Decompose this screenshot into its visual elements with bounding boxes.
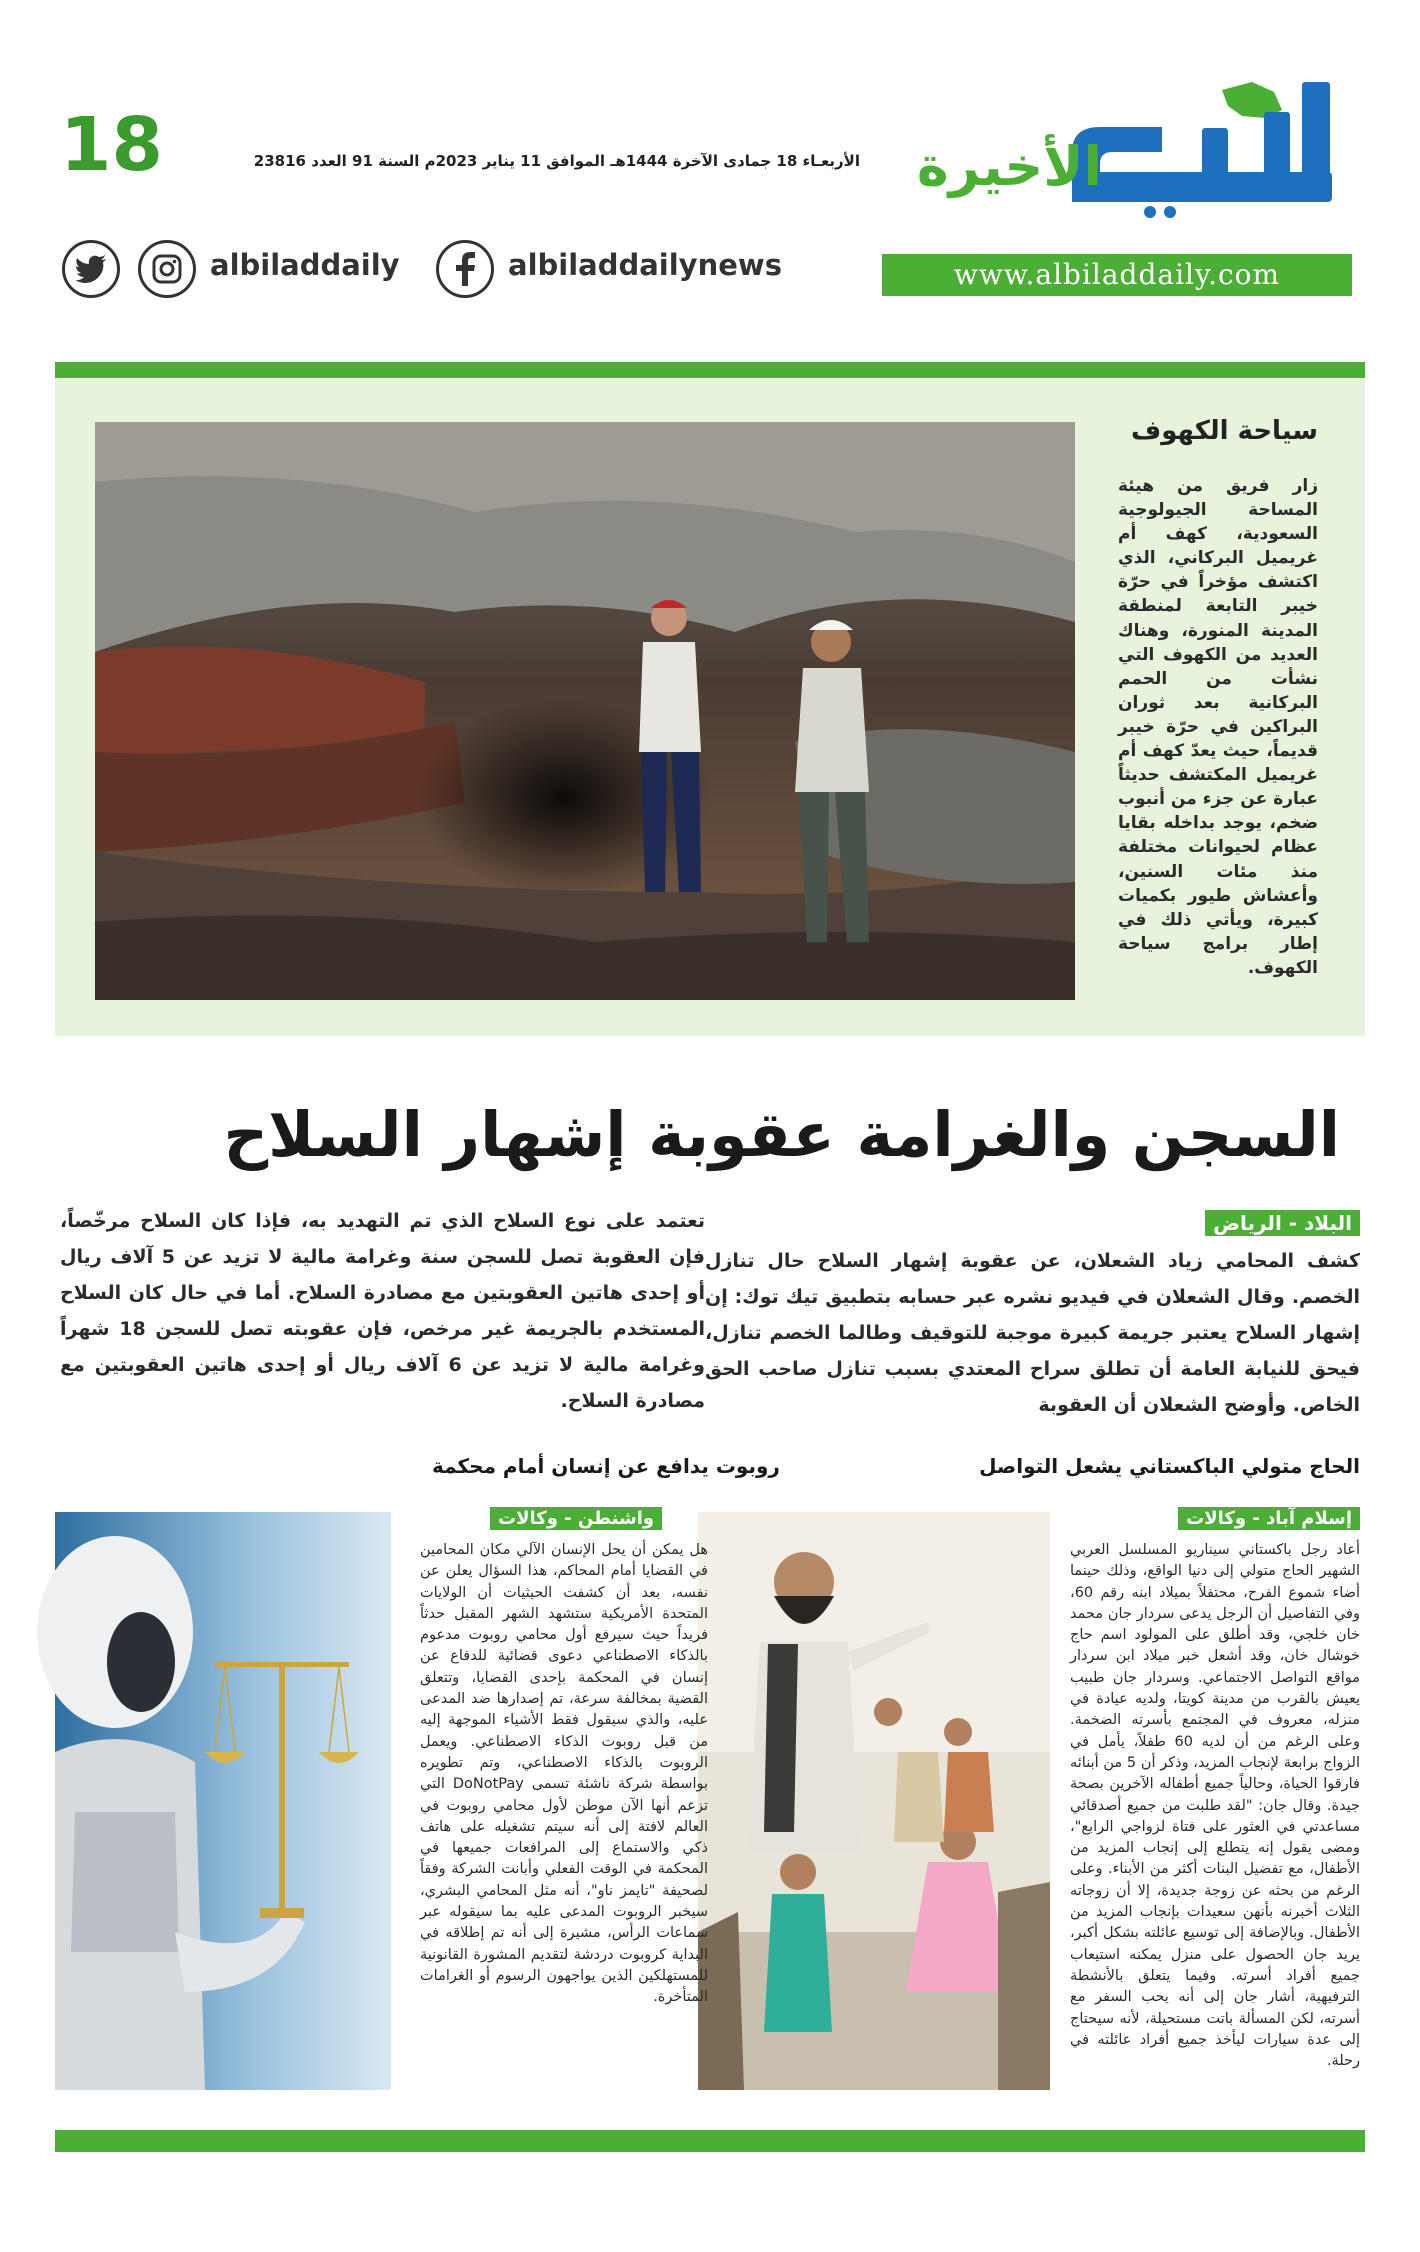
robot-lawyer-photo [55,1512,391,2090]
hajj-story-body: أعاد رجل باكستاني سيناريو المسلسل العربي الشهير الحاج متولي إلى دنيا الواقع، وذلك حينما أضاء شموع الفرح، محتفلاً بميلاد ابنه رقم 60، وفي التفاصيل أن الرجل يدعى سردار جان محمد خان خلجي، وقد أطلق على المولود اسم حاج خوشال خان، وقد أشعل خبر ميلاد ابن سردار مواقع التواصل الاجتماعي. وسردار جان طبيب يعيش بالقرب من مدينة كويتا، ولديه عيادة في منزله، معروف في المجتمع بأسرته الضخمة. وعلى الرغم من أن لديه 60 طفلاً، يأمل في الزواج برابعة لإنجاب المزيد، وذكر أن 5 من أبنائه فارقوا الحياة، وحالياً جميع أطفاله الآخرين بصحة جيدة. وقال جان: "لقد طلبت من جميع أصدقائي مساعدتي في العثور على فتاة لزواجي الرابع"، ومضى يقول إنه يتطلع إلى إنجاب المزيد من الأطفال، مع تفضيل البنات أكثر من الأبناء. وعلى الرغم من بحثه عن زوجة جديدة، إلا أن زوجاته الثلاث أخبرنه بأنهن سعيدات بإنجاب المزيد من الأطفال. وبالإضافة إلى توسيع عائلته بشكل أكبر، يريد جان الحصول على منزل يمكنه استيعاب جميع أفراد أسرته. وفيما يتعلق بالأنشطة الترفيهية، أشار جان إلى أنه يحب السفر مع أسرته، لكن المسألة باتت مستحيلة، لأنه سيحتاج إلى عدة سيارات ليأخذ جميع أفراد عائلته في رحلة. [1070,1542,1360,2070]
facebook-icon[interactable] [436,240,494,298]
instagram-handle[interactable]: albiladdaily [210,248,400,282]
logo-subtitle: الأخيرة [916,135,1102,198]
main-headline: السجن والغرامة عقوبة إشهار السلاح [223,1098,1340,1171]
hajj-story-tag: إسلام آباد - وكالات [1178,1507,1360,1530]
instagram-icon[interactable] [138,240,196,298]
main-story-body-right: كشف المحامي زياد الشعلان، عن عقوبة إشهار السلاح حال تنازل الخصم. وقال الشعلان في فيديو نشره عبر حسابه بتطبيق تيك توك: إن إشهار السلاح يعتبر جريمة كبيرة موجبة للتوقيف وطالما الخصم تنازل، فيحق للنيابة العامة أن تطلق سراح المعتدي بسبب تنازل صاحب الحق الخاص. وأوضح الشعلان أن العقوبة [705,1250,1360,1416]
page-number: 18 [60,102,163,188]
cave-story-body: زار فريق من هيئة المساحة الجيولوجية السعودية، كهف أم غريميل البركاني، الذي اكتشف مؤخراً في حرّة خيبر التابعة لمنطقة المدينة المنورة، وهناك العديد من الكهوف التي نشأت من الحمم البركانية بعد ثوران البراكين في حرّة خيبر قديماً، حيث يعدّ كهف أم غريميل المكتشف حديثاً عبارة عن جزء من أنبوب ضخم، يوجد بداخله بقايا عظام لحيوانات مختلفة منذ مئات السنين، وأعشاش طيور بكميات كبيرة، ويأتي ذلك في إطار برامج سياحة الكهوف. [1118,476,1318,978]
website-url[interactable]: www.albiladdaily.com [882,254,1352,296]
facebook-handle[interactable]: albiladdailynews [508,248,782,282]
robot-story-body: هل يمكن أن يحل الإنسان الآلي مكان المحامين في القضايا أمام المحاكم، هذا السؤال يعلن عن نفسه، بعد أن كشفت الحيثيات أن الولايات المتحدة الأمريكية ستشهد الشهر المقبل حدثاً فريداً حيث سيرفع أول محامي روبوت مدعوم بالذكاء الاصطناعي دعوى قضائية للدفاع عن إنسان في المحكمة بإحدى القضايا، وتتعلق القضية بمخالفة سرعة، تم إصدارها ضد المدعى عليه، والذي سيقول فقط الأشياء الموجهة إليه من قبل روبوت الذكاء الاصطناعي. ويعمل الروبوت بالذكاء الاصطناعي، وتم تطويره بواسطة شركة ناشئة تسمى DoNotPay التي تزعم أنها الآن موطن لأول محامي روبوت في العالم لافتة إلى أنه سيتم تشغيله على هاتف ذكي والاستماع إلى المرافعات جميعها في المحكمة في الوقت الفعلي وأبانت الشركة وفقاً لصحيفة "تايمز ناو"، أنه مثل المحامي البشري، سيخبر الروبوت المدعى عليه بما سيقوله عبر سماعات الرأس، مشيرة إلى أنه تم إطلاقه في البداية كروبوت دردشة لتقديم المشورة القانونية للمستهلكين الذين يواجهون الرسوم أو الغرامات المتأخرة. [420,1542,708,2006]
robot-story-tag: واشنطن - وكالات [490,1507,662,1530]
hajj-family-photo [698,1512,1050,2090]
main-story-tag: البلاد - الرياض [1205,1210,1360,1236]
cave-story-title: سياحة الكهوف [1131,416,1318,446]
cave-photo [95,422,1075,1000]
issue-info: الأربعـاء 18 جمادى الآخرة 1444هـ الموافق 11 يناير 2023م السنة 91 العدد 23816 [253,152,860,170]
top-divider [55,362,1365,378]
hajj-story-title: الحاج متولي الباكستاني يشعل التواصل [979,1454,1360,1478]
twitter-icon[interactable] [62,240,120,298]
logo-text: البلاد [1202,222,1204,223]
robot-story-title: روبوت يدافع عن إنسان أمام محكمة [432,1454,780,1478]
bottom-divider [55,2130,1365,2152]
main-story-body-left: تعتمد على نوع السلاح الذي تم التهديد به، فإذا كان السلاح مرخّصاً، فإن العقوبة تصل للسجن سنة وغرامة مالية لا تزيد عن 5 آلاف ريال أو إحدى هاتين العقوبتين مع مصادرة السلاح. أما في حال كان السلاح المستخدم بالجريمة غير مرخص، فإن عقوبته تصل للسجن 18 شهراً وغرامة مالية لا تزيد عن 6 آلاف ريال أو إحدى هاتين العقوبتين مع مصادرة السلاح. [60,1210,705,1412]
